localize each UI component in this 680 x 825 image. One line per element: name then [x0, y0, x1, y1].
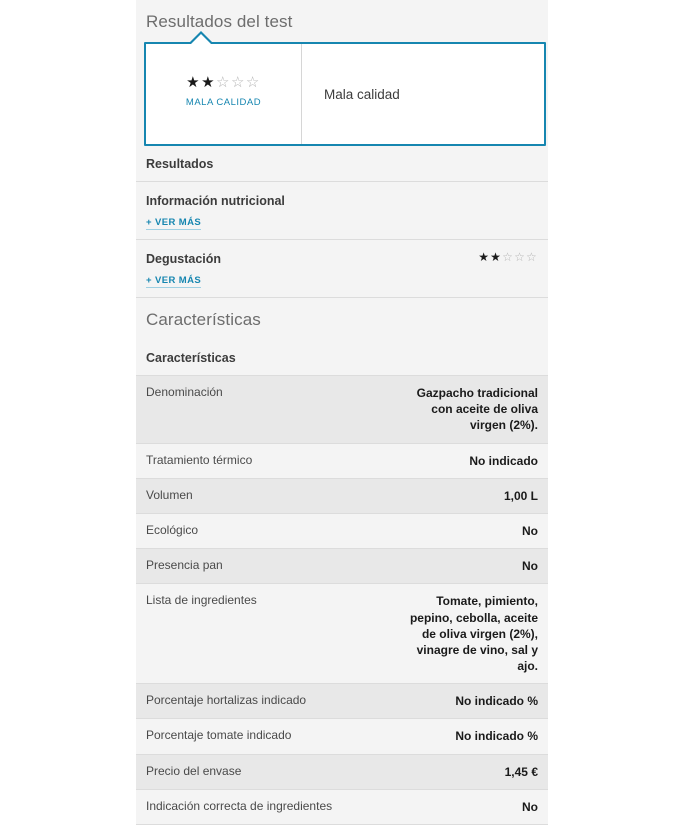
row-value: 1,45 € — [387, 754, 548, 789]
rating-stars — [186, 75, 261, 90]
row-value: No — [387, 549, 548, 584]
ver-mas-nutricional-button[interactable]: + VER MÁS — [146, 217, 202, 228]
characteristics-table — [136, 376, 548, 825]
row-value: No — [387, 789, 548, 824]
table-row — [136, 478, 548, 513]
row-label: Presencia pan — [136, 549, 387, 584]
table-row — [136, 513, 548, 548]
page-title-characteristics: Características — [146, 310, 261, 329]
row-value: No — [387, 513, 548, 548]
row-caracteristicas-head: Características — [136, 340, 548, 376]
callout-rating-area — [146, 44, 302, 144]
row-value: No indicado — [387, 443, 548, 478]
callout-arrow-fill-icon — [190, 34, 212, 45]
row-label: Porcentaje hortalizas indicado — [136, 684, 387, 719]
row-value: Tomate, pimiento, pepino, cebolla, aceite de oliva virgen (2%), vinagre de vino, sal y ajo. — [387, 584, 548, 684]
table-row — [136, 754, 548, 789]
row-label: Lista de ingredientes — [136, 584, 387, 684]
result-callout — [144, 42, 546, 146]
block-informacion-nutricional — [136, 182, 548, 240]
label-informacion-nutricional: Información nutricional — [146, 194, 285, 208]
table-row — [136, 719, 548, 754]
row-label: Porcentaje tomate indicado — [136, 719, 387, 754]
table-row — [136, 549, 548, 584]
row-value: No indicado % — [387, 684, 548, 719]
row-label: Tratamiento térmico — [136, 443, 387, 478]
content-column — [136, 0, 548, 814]
row-label: Precio del envase — [136, 754, 387, 789]
result-callout-wrapper — [144, 42, 546, 146]
degustacion-stars-empty: ☆☆☆ — [502, 250, 538, 264]
row-value: No indicado % — [387, 719, 548, 754]
row-label: Indicación correcta de ingredientes — [136, 789, 387, 824]
page-title-test-results: Resultados del test — [146, 12, 293, 31]
label-degustacion: Degustación — [146, 252, 222, 266]
characteristics-table-body — [136, 376, 548, 825]
row-value: 1,00 L — [387, 478, 548, 513]
rating-stars-filled: ★★ — [186, 73, 217, 91]
row-label: Volumen — [136, 478, 387, 513]
callout-verdict: Mala calidad — [324, 86, 400, 102]
table-row — [136, 684, 548, 719]
block-degustacion — [136, 240, 548, 298]
table-row — [136, 376, 548, 443]
row-label: Ecológico — [136, 513, 387, 548]
row-resultados: Resultados — [136, 146, 548, 182]
degustacion-stars — [478, 250, 538, 264]
table-row — [136, 443, 548, 478]
row-value: Gazpacho tradicional con aceite de oliva virgen (2%). — [387, 376, 548, 443]
quality-badge: MALA CALIDAD — [185, 96, 262, 108]
rating-stars-empty: ☆☆☆ — [216, 73, 261, 91]
row-label: Denominación — [136, 376, 387, 443]
ver-mas-degustacion-button[interactable]: + VER MÁS — [146, 275, 202, 286]
degustacion-stars-filled: ★★ — [478, 250, 503, 264]
table-row — [136, 584, 548, 684]
table-row — [136, 789, 548, 824]
